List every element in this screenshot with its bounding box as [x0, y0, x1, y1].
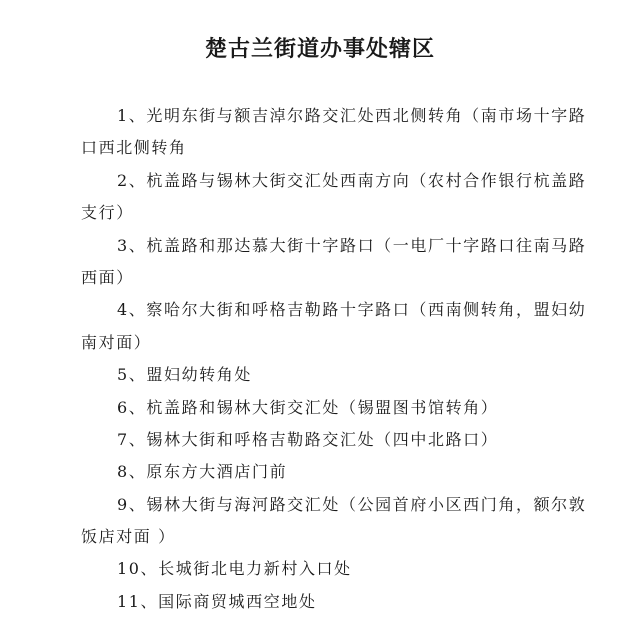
list-item-text: 11、国际商贸城西空地处	[117, 591, 317, 611]
list-item	[81, 427, 561, 459]
list-item-continuation: 口西北侧转角	[81, 138, 187, 158]
list-item	[81, 168, 587, 233]
list-item	[81, 395, 561, 427]
list-item-text: 9、锡林大街与海河路交汇处（公园首府小区西门角，额尔敦	[117, 494, 587, 514]
list-item	[81, 556, 561, 588]
list-item	[81, 459, 561, 491]
list-item-text: 6、杭盖路和锡林大街交汇处（锡盟图书馆转角）	[117, 397, 499, 417]
list-item-continuation: 西面）	[81, 267, 134, 287]
document-title: 楚古兰街道办事处辖区	[204, 36, 435, 62]
list-item	[81, 233, 587, 298]
list-item	[81, 103, 587, 168]
list-item-continuation: 南对面）	[81, 332, 152, 352]
list-item-text: 1、光明东街与额吉淖尔路交汇处西北侧转角（南市场十字路	[117, 106, 587, 125]
list-item-continuation: 饭店对面 ）	[81, 527, 176, 547]
list-item-text: 10、长城街北电力新村入口处	[117, 559, 352, 579]
list-item	[81, 297, 587, 362]
list-item-continuation: 支行）	[81, 203, 134, 223]
location-list	[81, 103, 587, 621]
list-item-text: 3、杭盖路和那达慕大街十字路口（一电厂十字路口往南马路	[117, 235, 587, 255]
list-item	[81, 492, 587, 557]
list-item	[81, 362, 561, 394]
list-item-text: 4、察哈尔大街和呼格吉勒路十字路口（西南侧转角，盟妇幼	[117, 300, 587, 320]
list-item-text: 8、原东方大酒店门前	[117, 462, 288, 482]
list-item-text: 5、盟妇幼转角处	[117, 365, 252, 385]
list-item-text: 2、杭盖路与锡林大街交汇处西南方向（农村合作银行杭盖路	[117, 170, 587, 190]
list-item-text: 7、锡林大街和呼格吉勒路交汇处（四中北路口）	[117, 429, 499, 449]
